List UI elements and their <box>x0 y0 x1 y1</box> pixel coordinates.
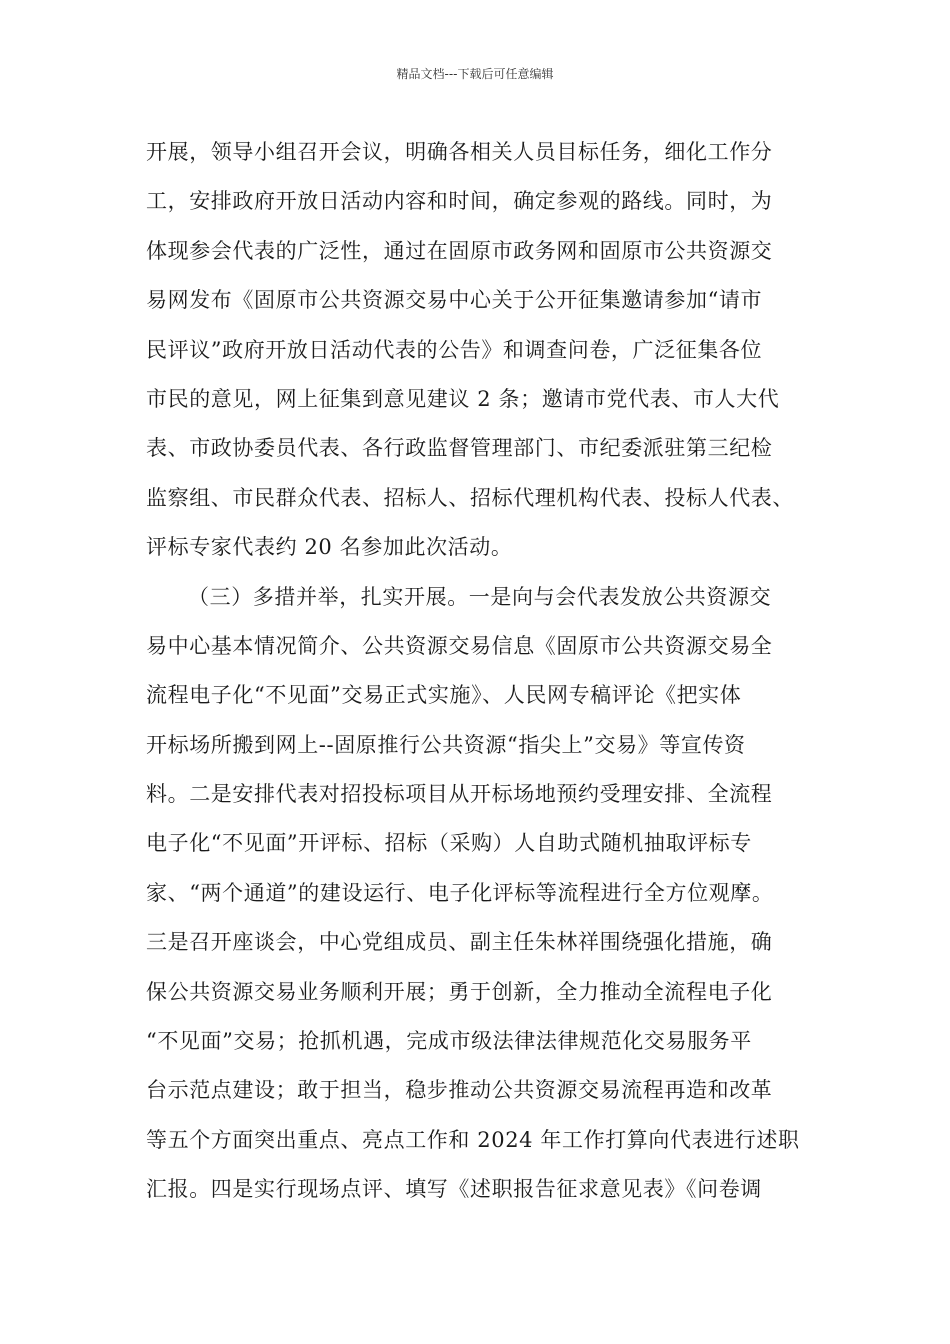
text-line: 台示范点建设；敢于担当，稳步推动公共资源交易流程再造和改革 <box>146 1078 773 1103</box>
text-line: 监察组、市民群众代表、招标人、招标代理机构代表、投标人代表、 <box>146 485 794 510</box>
body-text <box>146 128 836 1215</box>
text-line: “不见面”交易；抢抓机遇，完成市级法律法律规范化交易服务平 <box>146 1029 752 1054</box>
text-line: 保公共资源交易业务顺利开展；勇于创新，全力推动全流程电子化 <box>146 979 773 1004</box>
text-line: 等五个方面突出重点、亮点工作和 2024 年工作打算向代表进行述职 <box>146 1127 800 1152</box>
text-line: 开标场所搬到网上--固原推行公共资源“指尖上”交易》等宣传资 <box>146 732 746 757</box>
text-line: 评标专家代表约 20 名参加此次活动。 <box>146 535 513 560</box>
text-line: 工，安排政府开放日活动内容和时间，确定参观的路线。同时，为 <box>146 189 773 214</box>
text-line: 汇报。四是实行现场点评、填写《述职报告征求意见表》《问卷调 <box>146 1177 762 1202</box>
text-line: 民评议”政府开放日活动代表的公告》和调查问卷，广泛征集各位 <box>146 337 763 362</box>
text-line: 流程电子化“不见面”交易正式实施》、人民网专稿评论《把实体 <box>146 683 742 708</box>
page-header: 精品文档---下载后可任意编辑 <box>396 67 554 81</box>
text-line: 电子化“不见面”开评标、招标（采购）人自助式随机抽取评标专 <box>146 831 752 856</box>
text-line: 开展，领导小组召开会议，明确各相关人员目标任务，细化工作分 <box>146 140 773 164</box>
text-line: 三是召开座谈会，中心党组成员、副主任朱林祥围绕强化措施，确 <box>146 930 773 955</box>
text-line: 市民的意见，网上征集到意见建议 2 条；邀请市党代表、市人大代 <box>146 386 780 411</box>
text-line: 易网发布《固原市公共资源交易中心关于公开征集邀请参加“请市 <box>146 288 763 313</box>
text-line: 易中心基本情况简介、公共资源交易信息《固原市公共资源交易全 <box>146 633 773 658</box>
text-line: 体现参会代表的广泛性，通过在固原市政务网和固原市公共资源交 <box>146 238 773 263</box>
text-line: 家、“两个通道”的建设运行、电子化评标等流程进行全方位观摩。 <box>146 880 774 905</box>
paragraph-start-line: （三）多措并举，扎实开展。一是向与会代表发放公共资源交 <box>188 584 772 609</box>
text-line: 料。二是安排代表对招投标项目从开标场地预约受理安排、全流程 <box>146 782 773 807</box>
text-line: 表、市政协委员代表、各行政监督管理部门、市纪委派驻第三纪检 <box>146 436 773 461</box>
